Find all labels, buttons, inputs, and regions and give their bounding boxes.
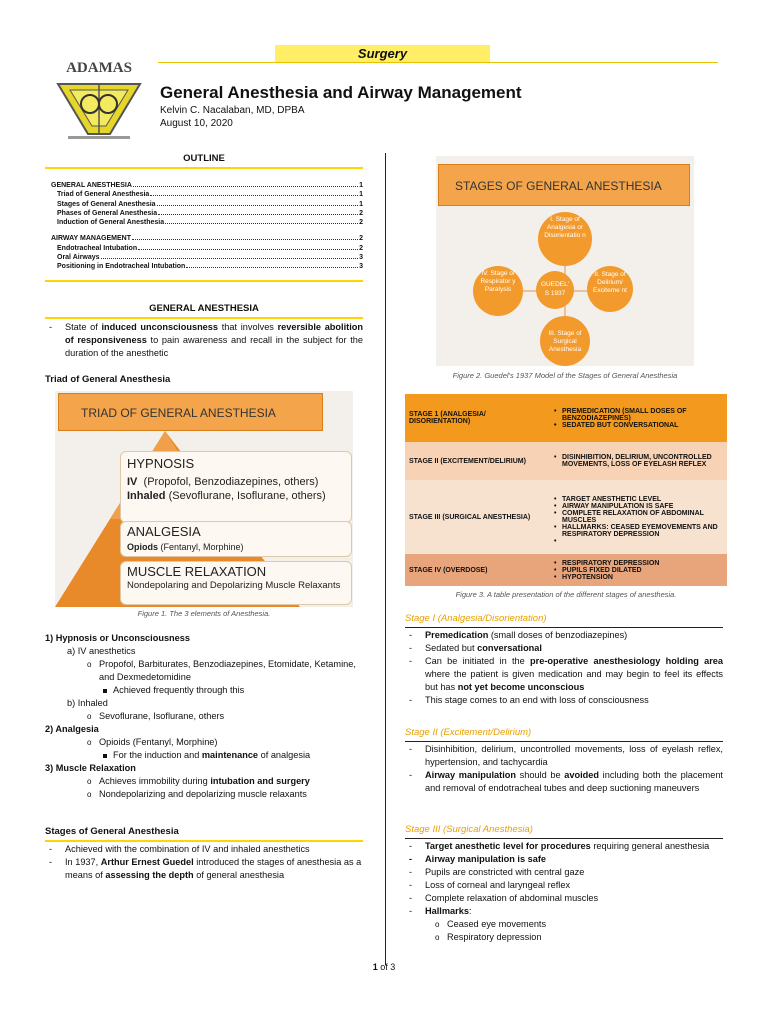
outline-heading: OUTLINE [183, 153, 225, 164]
stage1-point: - Premedication (small doses of benzodiazepines) [405, 629, 723, 642]
list-item: o Sevoflurane, Isoflurane, others [87, 710, 365, 723]
toc-group[interactable] [51, 181, 363, 190]
stage3-point: - Hallmarks: [405, 905, 723, 918]
outline-section [45, 153, 363, 282]
section-banner: Surgery [275, 45, 490, 62]
inhaled-text: (Sevoflurane, Isoflurane, others) [168, 490, 326, 502]
logo-text: ADAMAS [66, 60, 132, 76]
stages-rule [45, 840, 363, 842]
ga-rule [45, 317, 363, 319]
adamas-logo [50, 60, 148, 142]
ga-definition: - State of induced unconsciousness that involves reversible abolition of responsiveness to pain awareness and recall in the subject for the duration of the anesthetic [45, 321, 363, 360]
toc-item-label: Induction of General Anesthesia [57, 219, 165, 227]
stage3-section [405, 823, 723, 944]
list-item: o Opioids (Fentanyl, Morphine) [87, 736, 365, 749]
header-rule [158, 62, 718, 63]
stage2-point: - Airway manipulation should be avoided including both the placement and removal of endotracheal tubes and deep suctioning maneuvers [405, 769, 723, 795]
author-name: Kelvin C. Nacalaban, MD, DPBA [160, 105, 305, 116]
stage1-heading: Stage I (Analgesia/Disorientation) [405, 613, 547, 624]
list-item: o Nondepolarizing and depolarizing muscle relaxants [87, 788, 365, 801]
outline-rule [45, 167, 363, 169]
iv-text: (Propofol, Benzodiazepines, others) [143, 476, 319, 488]
stage2-heading: Stage II (Excitement/Delirium) [405, 727, 532, 738]
opiods-label: Opiods [127, 542, 158, 552]
muscle-text: Nondepolaring and Depolarizing Muscle Relaxants [127, 580, 341, 591]
author-block [160, 104, 305, 130]
toc-item[interactable] [51, 209, 363, 218]
hypnosis-card [120, 451, 352, 523]
stage2-section [405, 726, 723, 795]
toc-item[interactable] [51, 244, 363, 253]
guedel-center-node: GUEDEL' S 1937 [541, 281, 569, 297]
toc-item-label: Phases of General Anesthesia [57, 209, 158, 217]
list-heading: 1) Hypnosis or Unconsciousness [45, 633, 190, 643]
stage3-rule [405, 838, 723, 839]
table-row [405, 442, 727, 480]
muscle-label: MUSCLE RELAXATION [127, 564, 267, 579]
list-item: b) Inhaled [67, 698, 108, 708]
column-divider [385, 153, 386, 965]
stages-point: - Achieved with the combination of IV and inhaled anesthetics [45, 843, 363, 856]
triad-list [45, 632, 365, 801]
stage3-subpoint: o Ceased eye movements [435, 918, 723, 931]
stage3-point: - Loss of corneal and laryngeal reflex [405, 879, 723, 892]
triad-heading: Triad of General Anesthesia [45, 374, 171, 385]
outline-bottom-rule [45, 280, 363, 282]
hypnosis-label: HYPNOSIS [127, 456, 195, 471]
triad-figure-title: TRIAD OF GENERAL ANESTHESIA [58, 393, 323, 431]
toc-page: 1 [359, 182, 363, 189]
stage-node-3: III. Stage of Surgical Anesthesia [548, 330, 582, 353]
list-heading: 3) Muscle Relaxation [45, 763, 136, 773]
stage2-rule [405, 741, 723, 742]
toc-item[interactable] [51, 190, 363, 199]
toc-group[interactable] [51, 234, 363, 243]
toc-page: 2 [359, 235, 363, 243]
table-row [405, 480, 727, 554]
stage1-section [405, 612, 723, 707]
stage-node-4: IV. Stage of Respirator y Paralysis [480, 270, 516, 293]
figure1-caption: Figure 1. The 3 elements of Anesthesia. [137, 609, 271, 618]
table-stage-cell: STAGE II (EXCITEMENT/DELIRIUM) [409, 457, 526, 465]
table-stage-cell: STAGE IV (OVERDOSE) [409, 566, 488, 574]
toc-page: 1 [359, 191, 363, 199]
opiods-text: (Fentanyl, Morphine) [160, 542, 244, 552]
stages-heading: Stages of General Anesthesia [45, 826, 179, 837]
analgesia-card [120, 521, 352, 557]
stage-node-2: II. Stage of Delirium/ Exciteme nt [593, 271, 627, 294]
toc-group-title: GENERAL ANESTHESIA [51, 182, 132, 189]
page-number: 1 of 3 [372, 962, 396, 972]
toc-item-label: Oral Airways [57, 254, 100, 262]
table-items-cell: • TARGET ANESTHETIC LEVEL • AIRWAY MANIPULATION IS SAFE • COMPLETE RELAXATION OF ABDOMINAL MUSCLES • HALLMARKS: CEASED EYEMOVEMENTS AND RESPIRATORY DEPRESSION [550, 480, 727, 554]
list-item: o Achieves immobility during intubation and surgery [87, 775, 365, 788]
toc-item[interactable] [51, 253, 363, 262]
toc-item-label: Endotracheal Intubation [57, 244, 138, 252]
stage-node-1: I. Stage of Analgesia or Disorientatio n [544, 216, 586, 239]
muscle-card [120, 561, 352, 605]
toc-item[interactable] [51, 262, 363, 271]
table-items-cell: • DISINHIBITION, DELIRIUM, UNCONTROLLED MOVEMENTS, LOSS OF EYELASH REFLEX [550, 442, 727, 480]
stage3-point: - Airway manipulation is safe [405, 853, 723, 866]
toc-item-label: Stages of General Anesthesia [57, 200, 156, 208]
toc-page: 1 [359, 200, 363, 208]
table-stage-cell: STAGE 1 (ANALGESIA/ DISORIENTATION) [409, 411, 486, 425]
document-title: General Anesthesia and Airway Management [160, 83, 522, 102]
toc-page: 3 [359, 263, 363, 271]
table-row [405, 554, 727, 586]
stage3-point: - Pupils are constricted with central gaze [405, 866, 723, 879]
iv-label: IV [127, 476, 138, 488]
toc-item[interactable] [51, 200, 363, 209]
stage3-point: - Complete relaxation of abdominal muscles [405, 892, 723, 905]
stage1-rule [405, 627, 723, 628]
stage1-point: - Can be initiated in the pre-operative anesthesiology holding area where the patient is given medication and may begin to feel its effects but has not yet become unconscious [405, 655, 723, 694]
stage1-point: - Sedated but conversational [405, 642, 723, 655]
stage1-point: - This stage comes to an end with loss of consciousness [405, 694, 723, 707]
analgesia-label: ANALGESIA [127, 524, 201, 539]
table-row [405, 394, 727, 442]
list-heading: 2) Analgesia [45, 724, 99, 734]
stage3-point: - Target anesthetic level for procedures requiring general anesthesia [405, 840, 723, 853]
list-item: For the induction and maintenance of analgesia [101, 749, 365, 762]
list-item: o Propofol, Barbiturates, Benzodiazepines, Etomidate, Ketamine, and Dexmedetomidine [87, 658, 365, 684]
toc-group-title: AIRWAY MANAGEMENT [51, 235, 131, 243]
stages-table [405, 394, 727, 586]
figure3-caption: Figure 3. A table presentation of the different stages of anesthesia. [455, 590, 677, 599]
guedel-figure [436, 156, 694, 366]
toc-item-label: Triad of General Anesthesia [57, 191, 150, 199]
toc-page: 2 [359, 244, 363, 252]
stages-point: - In 1937, Arthur Ernest Guedel introduced the stages of anesthesia as a means of assessing the depth of general anesthesia [45, 856, 363, 882]
table-items-cell: • RESPIRATORY DEPRESSION • PUPILS FIXED DILATED • HYPOTENSION [550, 554, 727, 586]
ga-section [45, 303, 363, 360]
toc-page: 2 [359, 209, 363, 217]
stage3-subpoint: o Respiratory depression [435, 931, 723, 944]
stages-section [45, 826, 363, 882]
inhaled-label: Inhaled [127, 490, 166, 502]
table-stage-cell: STAGE III (SURGICAL ANESTHESIA) [409, 513, 531, 521]
outline-toc [45, 181, 363, 272]
list-item: Achieved frequently through this [101, 684, 365, 697]
document-date: August 10, 2020 [160, 118, 233, 129]
stage3-heading: Stage III (Surgical Anesthesia) [405, 824, 533, 835]
table-items-cell: • PREMEDICATION (SMALL DOSES OF BENZODIAZEPINES) • SEDATED BUT CONVERSATIONAL [550, 394, 727, 442]
list-item: a) IV anesthetics [67, 646, 136, 656]
toc-page: 3 [359, 254, 363, 262]
ga-heading: GENERAL ANESTHESIA [149, 303, 259, 314]
stage2-point: - Disinhibition, delirium, uncontrolled movements, loss of eyelash reflex, hypertension, and tachycardia [405, 743, 723, 769]
toc-item[interactable] [51, 218, 363, 227]
toc-page: 2 [359, 219, 363, 227]
guedel-title: STAGES OF GENERAL ANESTHESIA [438, 164, 690, 206]
figure2-caption: Figure 2. Guedel's 1937 Model of the Stages of General Anesthesia [452, 371, 678, 380]
triad-figure [55, 391, 353, 607]
toc-item-label: Positioning in Endotracheal Intubation [57, 263, 186, 271]
